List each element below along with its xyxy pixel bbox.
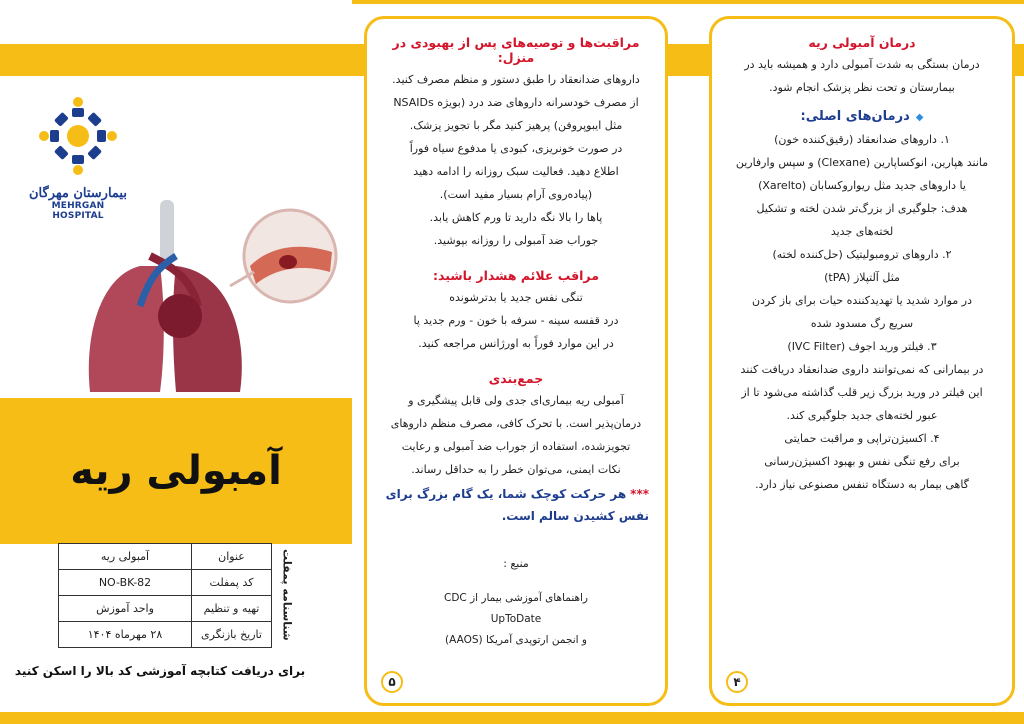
source-item: UpToDate: [490, 613, 542, 625]
id-value: ۲۸ مهرماه ۱۴۰۴: [59, 622, 192, 648]
list-item: درمان‌پذیر است. با تحرک کافی، مصرف منظم داروهای: [390, 417, 642, 430]
list-item: جوراب ضد آمبولی را روزانه بپوشید.: [433, 234, 599, 247]
summary-heading: جمع‌بندی: [488, 371, 544, 386]
cover-title-band: [0, 398, 352, 544]
list-item: ۳. فیلتر ورید اجوف (IVC Filter): [787, 340, 937, 353]
table-row: [59, 570, 272, 596]
callout-line: هر حرکت کوچک شما، یک گام بزرگ برای: [385, 487, 627, 501]
table-row: [59, 596, 272, 622]
page-number: ۴: [726, 671, 748, 693]
list-item: در این موارد فوراً به اورژانس مراجعه کنید.: [418, 337, 614, 350]
bullet-icon: ◆: [915, 112, 924, 123]
list-item: مثل آلتپلاز (tPA): [824, 271, 900, 284]
list-item: بیمارستان و تحت نظر پزشک انجام شود.: [769, 81, 955, 94]
list-item: درمان بستگی به شدت آمبولی دارد و همیشه باید در: [744, 58, 980, 71]
treatment-intro: [728, 53, 996, 99]
page-number: ۵: [381, 671, 403, 693]
list-item: ۲. داروهای ترومبولیتیک (حل‌کننده لخته): [772, 248, 952, 261]
list-item: سریع رگ مسدود شده: [810, 317, 914, 330]
list-item: در بیمارانی که نمی‌توانند داروی ضدانعقاد دریافت کنند: [740, 363, 984, 376]
callout: [383, 483, 649, 527]
source-item: راهنماهای آموزشی بیمار از CDC: [443, 592, 589, 604]
id-value: واحد آموزش: [59, 596, 192, 622]
list-item: آمبولی ریه بیماری‌ای جدی ولی قابل پیشگیری و: [408, 394, 624, 407]
cover-panel: [0, 0, 352, 712]
care-heading: مراقبت‌ها و توصیه‌های پس از بهبودی در منزل:: [392, 35, 640, 65]
table-row: [59, 544, 272, 570]
source-label: منبع :: [503, 557, 529, 570]
bottom-accent-strip: [0, 712, 1024, 724]
scan-note: برای دریافت کتابچه آموزشی کد بالا را اسکن کنید: [14, 664, 306, 678]
list-item: لخته‌های جدید: [830, 225, 894, 238]
warning-heading: مراقب علائم هشدار باشید:: [433, 268, 599, 283]
list-item: گاهی بیمار به دستگاه تنفس مصنوعی نیاز دارد.: [755, 478, 969, 491]
care-list: [383, 68, 649, 252]
cover-title: آمبولی ریه: [70, 448, 282, 494]
cover-accent-band: [0, 44, 352, 76]
main-treatments-heading: [728, 109, 996, 124]
lungs-embolism-illustration-icon: [80, 196, 346, 396]
id-key: کد پمفلت: [192, 570, 272, 596]
list-item: تجویزشده، استفاده از جوراب ضد آمبولی و رعایت: [401, 440, 631, 453]
list-item: درد قفسه سینه - سرفه با خون - ورم جدید پا: [413, 314, 619, 327]
list-item: در موارد شدید یا تهدیدکننده حیات برای باز کردن: [751, 294, 973, 307]
list-item: هدف: جلوگیری از بزرگ‌تر شدن لخته و تشکیل: [756, 202, 968, 215]
warning-list: [383, 286, 649, 355]
list-item: یا داروهای جدید مثل ریواروکسابان (Xarelto): [758, 179, 966, 192]
summary-text: [383, 389, 649, 481]
list-item: پاها را بالا نگه دارید تا ورم کاهش یابد.: [429, 211, 603, 224]
list-item: (پیاده‌روی آرام بسیار مفید است).: [439, 188, 593, 201]
id-key: تاریخ بازنگری: [192, 622, 272, 648]
hospital-name-en: MEHRGAN HOSPITAL: [51, 201, 105, 221]
source-item: و انجمن ارتوپدی آمریکا (AAOS): [445, 634, 587, 646]
main-treatments-list: [728, 128, 996, 496]
list-item: داروهای ضدانعقاد را طبق دستور و منظم مصرف کنید.: [392, 73, 640, 86]
list-item: تنگی نفس جدید یا بدترشونده: [449, 291, 583, 304]
list-item: این فیلتر در ورید بزرگ زیر قلب گذاشته می‌شود تا از: [741, 386, 983, 399]
right-column: [709, 16, 1015, 706]
treatment-heading: درمان آمبولی ریه: [808, 35, 916, 50]
list-item: ۴. اکسیژن‌تراپی و مراقبت حمایتی: [784, 432, 940, 445]
list-item: برای رفع تنگی نفس و بهبود اکسیژن‌رسانی: [764, 455, 960, 468]
id-key: تهیه و تنظیم: [192, 596, 272, 622]
source-list: [383, 588, 649, 651]
list-item: مثل ایبوپروفن) پرهیز کنید مگر با تجویز پزشک.: [409, 119, 623, 132]
list-item: از مصرف خودسرانه داروهای ضد درد (بویژه NSAIDs: [393, 96, 639, 109]
id-side-text: شناسنامه پمفلت: [280, 549, 294, 641]
list-item: مانند هپارین، انوکساپارین (Clexane) و سپس وارفارین: [735, 156, 989, 169]
table-row: [59, 622, 272, 648]
mehrgan-hospital-logo-icon: [26, 96, 130, 180]
id-key: عنوان: [192, 544, 272, 570]
hospital-name-fa: بیمارستان مهرگان: [29, 186, 127, 201]
id-side-label: [272, 543, 302, 647]
list-item: عبور لخته‌های جدید جلوگیری کند.: [786, 409, 938, 422]
list-item: اطلاع دهید. فعالیت سبک روزانه را ادامه دهید: [413, 165, 619, 178]
id-value: NO-BK-82: [59, 570, 192, 596]
callout-line: نفس کشیدن سالم است.: [501, 509, 649, 523]
list-item: ۱. داروهای ضدانعقاد (رقیق‌کننده خون): [774, 133, 950, 146]
main-treatments-title: درمان‌های اصلی:: [800, 109, 910, 124]
callout-stars: ***: [630, 487, 649, 501]
middle-column: [364, 16, 668, 706]
list-item: نکات ایمنی، می‌توان خطر را به حداقل رساند.: [411, 463, 621, 476]
list-item: در صورت خونریزی، کبودی یا مدفوع سیاه فوراً: [409, 142, 623, 155]
pamphlet-id-table: [58, 543, 272, 648]
id-value: آمبولی ریه: [59, 544, 192, 570]
